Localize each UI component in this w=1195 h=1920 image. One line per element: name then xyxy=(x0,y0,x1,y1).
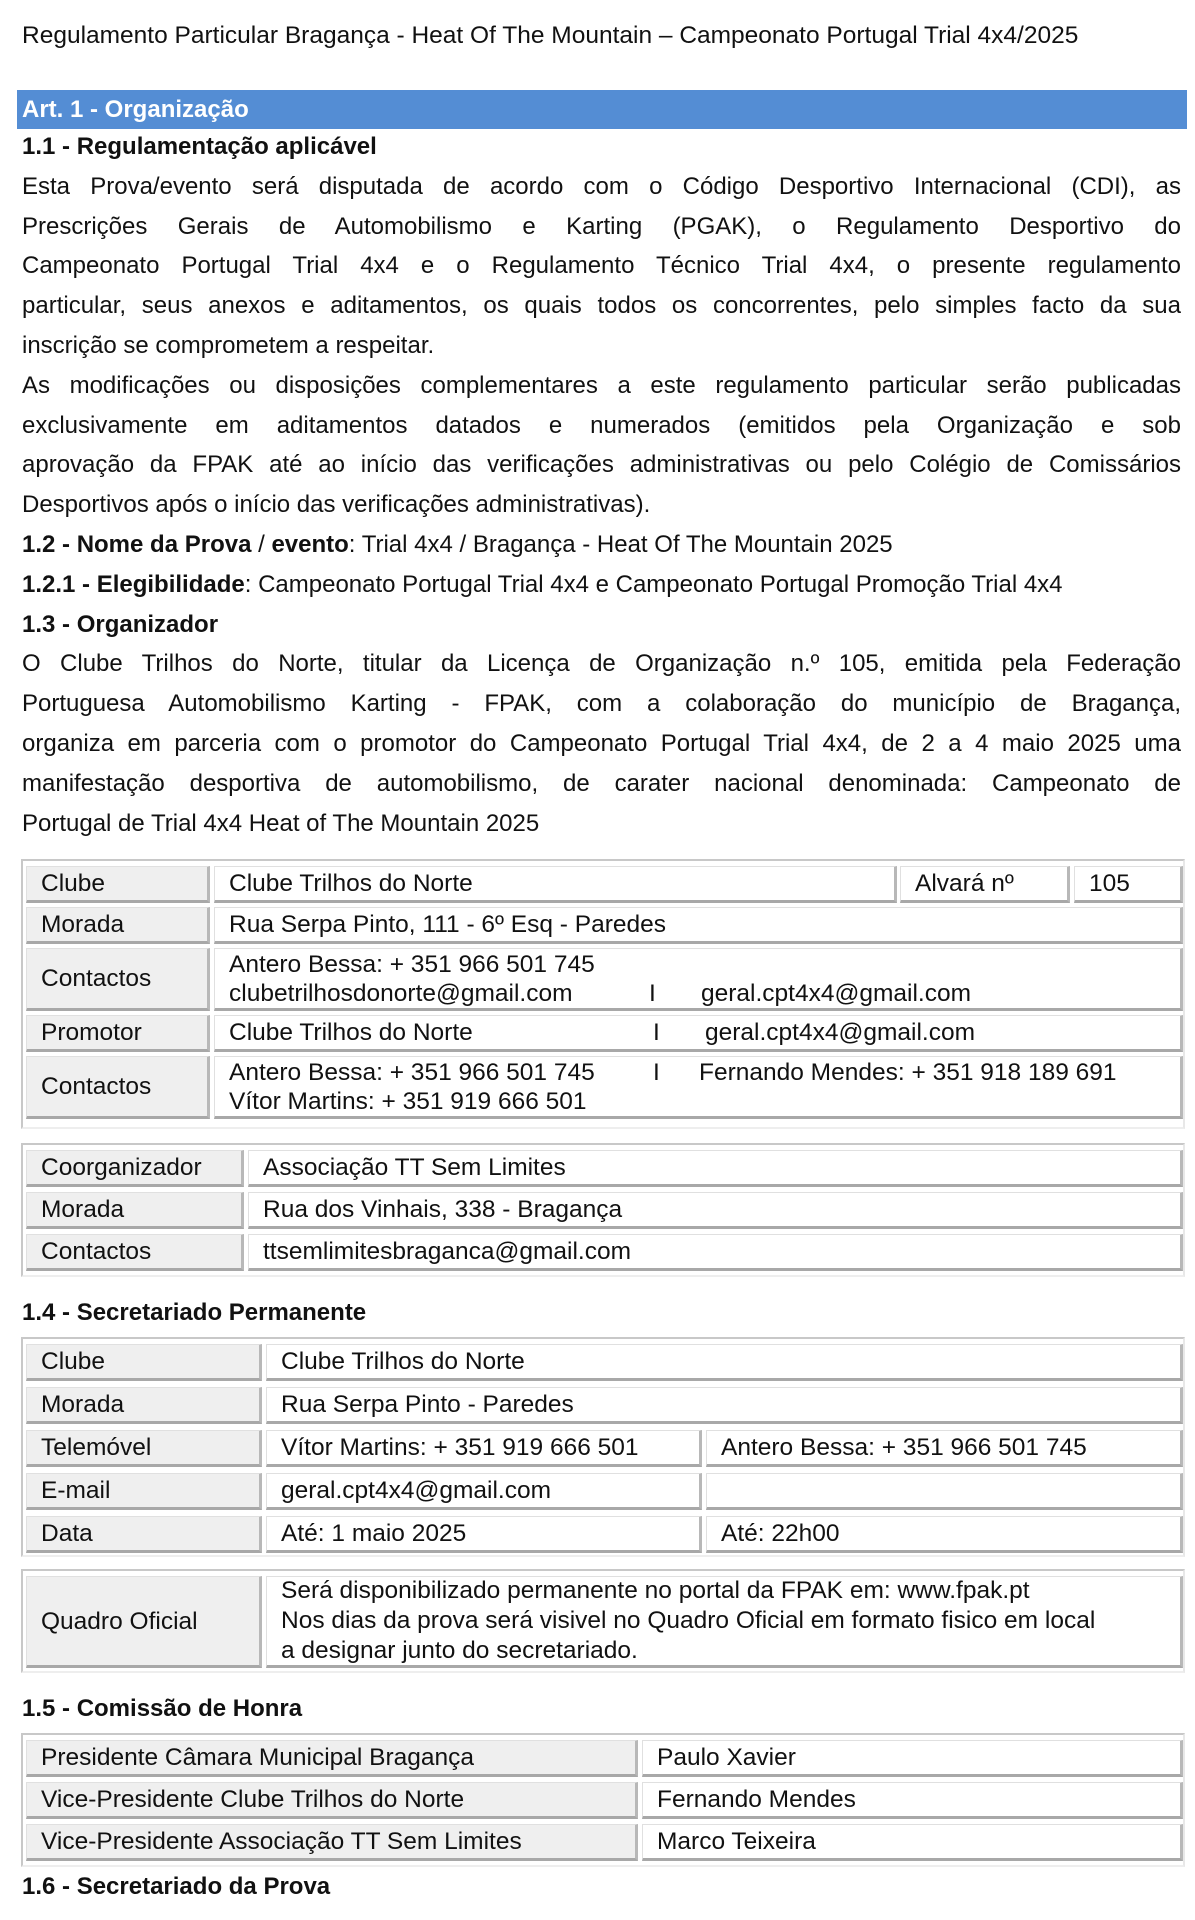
section-heading: 1.3 - Organizador xyxy=(22,610,219,638)
coorganizer-value: Associação TT Sem Limites xyxy=(248,1150,1183,1187)
name-cell: Paulo Xavier xyxy=(642,1740,1183,1777)
section-1-1 xyxy=(22,127,1181,843)
clube-label: Clube xyxy=(26,1344,262,1381)
table-row xyxy=(23,1740,1183,1777)
info-line: Será disponibilizado permanente no portal da FPAK em: www.fpak.pt xyxy=(281,1577,1030,1604)
clube-label: Clube xyxy=(26,866,210,903)
official-board-table xyxy=(21,1569,1185,1673)
table-row xyxy=(23,1015,1183,1052)
email-label: E-mail xyxy=(26,1473,262,1510)
section-heading: 1.5 - Comissão de Honra xyxy=(22,1695,303,1722)
paragraph-line: Prescrições Gerais de Automobilismo e Karting (PGAK), o Regulamento Desportivo do xyxy=(22,212,1181,240)
section-heading: 1.4 - Secretariado Permanente xyxy=(22,1299,367,1326)
telemovel-value-2: Antero Bessa: + 351 966 501 745 xyxy=(706,1430,1183,1467)
alvara-label: Alvará nº xyxy=(900,866,1070,903)
paragraph-line: exclusivamente em aditamentos datados e numerados (emitidos pela Organização e sob xyxy=(22,411,1181,439)
contactos-label: Contactos xyxy=(26,1234,244,1271)
role-cell: Presidente Câmara Municipal Bragança xyxy=(26,1740,638,1777)
morada-label: Morada xyxy=(26,1387,262,1424)
promotor-email: geral.cpt4x4@gmail.com xyxy=(705,1019,975,1046)
table-row xyxy=(23,1344,1183,1381)
morada-label: Morada xyxy=(26,1192,244,1229)
table-row xyxy=(23,907,1183,944)
paragraph-line: Esta Prova/evento será disputada de acordo com o Código Desportivo Internacional (CDI), as xyxy=(22,172,1181,200)
coorganizer-label: Coorganizador xyxy=(26,1150,244,1187)
contactos-value: ttsemlimitesbraganca@gmail.com xyxy=(248,1234,1183,1271)
table-row xyxy=(23,1150,1183,1187)
secretariat-table xyxy=(21,1337,1185,1557)
separator: I xyxy=(653,1019,660,1046)
table-row xyxy=(23,1387,1183,1424)
table-row xyxy=(23,1430,1183,1467)
contact-line xyxy=(229,1058,1180,1087)
contactos2-value xyxy=(214,1056,1183,1119)
label-bold: 1.2 - Nome da Prova xyxy=(22,530,252,558)
role-cell: Vice-Presidente Associação TT Sem Limites xyxy=(26,1824,638,1861)
paragraph-line: particular, seus anexos e aditamentos, os quais todos os concorrentes, pelo simples facto da sua xyxy=(22,292,1181,320)
promotor-name: Clube Trilhos do Norte xyxy=(229,1019,473,1046)
article-heading-bar: Art. 1 - Organização xyxy=(17,90,1187,129)
promotor-value xyxy=(214,1015,1183,1052)
paragraph-line: aprovação da FPAK até ao início das verificações administrativas ou pelo Colégio de Comissários xyxy=(22,451,1181,479)
label-sep: / xyxy=(251,530,272,558)
eligibility-value: : Campeonato Portugal Trial 4x4 e Campeonato Portugal Promoção Trial 4x4 xyxy=(244,570,1063,598)
separator: I xyxy=(653,1058,660,1086)
data-value-1: Até: 1 maio 2025 xyxy=(266,1516,702,1553)
paragraph-line: Portuguesa Automobilismo Karting - FPAK, com a colaboração do município de Bragança, xyxy=(22,690,1181,718)
quadro-oficial-label: Quadro Oficial xyxy=(26,1576,262,1668)
morada-value: Rua Serpa Pinto - Paredes xyxy=(266,1387,1183,1424)
paragraph-line: Desportivos após o início das verificações administrativas). xyxy=(22,491,651,519)
paragraph-line: manifestação desportiva de automobilismo, de carater nacional denominada: Campeonato de xyxy=(22,769,1181,797)
contact-line: Antero Bessa: + 351 966 501 745 xyxy=(229,950,595,978)
morada-value: Rua dos Vinhais, 338 - Bragança xyxy=(248,1192,1183,1229)
telemovel-label: Telemóvel xyxy=(26,1430,262,1467)
section-1-2 xyxy=(22,525,1181,565)
paragraph-line: As modificações ou disposições complementares a este regulamento particular serão publicadas xyxy=(22,371,1181,399)
table-row xyxy=(23,866,1183,903)
telemovel-value-1: Vítor Martins: + 351 919 666 501 xyxy=(266,1430,702,1467)
data-value-2: Até: 22h00 xyxy=(706,1516,1183,1553)
club-email: clubetrilhosdonorte@gmail.com xyxy=(229,979,573,1007)
table-row xyxy=(23,1824,1183,1861)
contact-line xyxy=(229,979,1180,1008)
email-value: geral.cpt4x4@gmail.com xyxy=(266,1473,702,1510)
promotor-label: Promotor xyxy=(26,1015,210,1052)
label-bold: evento xyxy=(271,530,349,558)
email-value-2 xyxy=(706,1473,1183,1510)
section-1-2-1 xyxy=(22,565,1181,605)
info-line: Nos dias da prova será visivel no Quadro Oficial em formato fisico em local xyxy=(281,1607,1096,1634)
paragraph-line: inscrição se comprometem a respeitar. xyxy=(22,331,435,359)
document-title: Regulamento Particular Bragança - Heat Of The Mountain – Campeonato Portugal Trial 4x4/2025 xyxy=(22,22,1079,49)
honor-committee-table xyxy=(21,1733,1185,1867)
contactos-value xyxy=(214,948,1183,1011)
name-cell: Marco Teixeira xyxy=(642,1824,1183,1861)
event-name-value: : Trial 4x4 / Bragança - Heat Of The Mountain 2025 xyxy=(348,530,893,558)
paragraph-line: O Clube Trilhos do Norte, titular da Licença de Organização n.º 105, emitida pela Federação xyxy=(22,650,1181,678)
clube-value: Clube Trilhos do Norte xyxy=(214,866,897,903)
morada-value: Rua Serpa Pinto, 111 - 6º Esq - Paredes xyxy=(214,907,1183,944)
table-row xyxy=(23,1056,1183,1119)
role-cell: Vice-Presidente Clube Trilhos do Norte xyxy=(26,1782,638,1819)
table-row xyxy=(23,948,1183,1011)
morada-label: Morada xyxy=(26,907,210,944)
table-row xyxy=(23,1516,1183,1553)
contact-line: Vítor Martins: + 351 919 666 501 xyxy=(229,1087,587,1115)
organizer-table xyxy=(21,859,1185,1129)
table-row xyxy=(23,1192,1183,1229)
contact-antero: Antero Bessa: + 351 966 501 745 xyxy=(229,1058,595,1086)
separator: I xyxy=(649,979,656,1007)
label-bold: 1.2.1 - Elegibilidade xyxy=(22,570,245,598)
data-label: Data xyxy=(26,1516,262,1553)
quadro-oficial-value xyxy=(266,1576,1183,1668)
info-line: a designar junto do secretariado. xyxy=(281,1637,638,1664)
coorganizer-table xyxy=(21,1143,1185,1277)
paragraph-line: organiza em parceria com o promotor do Campeonato Portugal Trial 4x4, de 2 a 4 maio 2025 uma xyxy=(22,729,1181,757)
contactos2-label: Contactos xyxy=(26,1056,210,1119)
general-email: geral.cpt4x4@gmail.com xyxy=(701,979,971,1007)
section-heading: 1.1 - Regulamentação aplicável xyxy=(22,133,377,160)
alvara-value: 105 xyxy=(1074,866,1183,903)
name-cell: Fernando Mendes xyxy=(642,1782,1183,1819)
table-row xyxy=(23,1473,1183,1510)
contactos-label: Contactos xyxy=(26,948,210,1011)
paragraph-line: Campeonato Portugal Trial 4x4 e o Regulamento Técnico Trial 4x4, o presente regulamento xyxy=(22,252,1181,280)
table-row xyxy=(23,1576,1183,1668)
clube-value: Clube Trilhos do Norte xyxy=(266,1344,1183,1381)
table-row xyxy=(23,1234,1183,1271)
paragraph-line: Portugal de Trial 4x4 Heat of The Mountain 2025 xyxy=(22,809,540,837)
section-heading: 1.6 - Secretariado da Prova xyxy=(22,1873,331,1900)
contact-fernando: Fernando Mendes: + 351 918 189 691 xyxy=(699,1058,1117,1086)
table-row xyxy=(23,1782,1183,1819)
